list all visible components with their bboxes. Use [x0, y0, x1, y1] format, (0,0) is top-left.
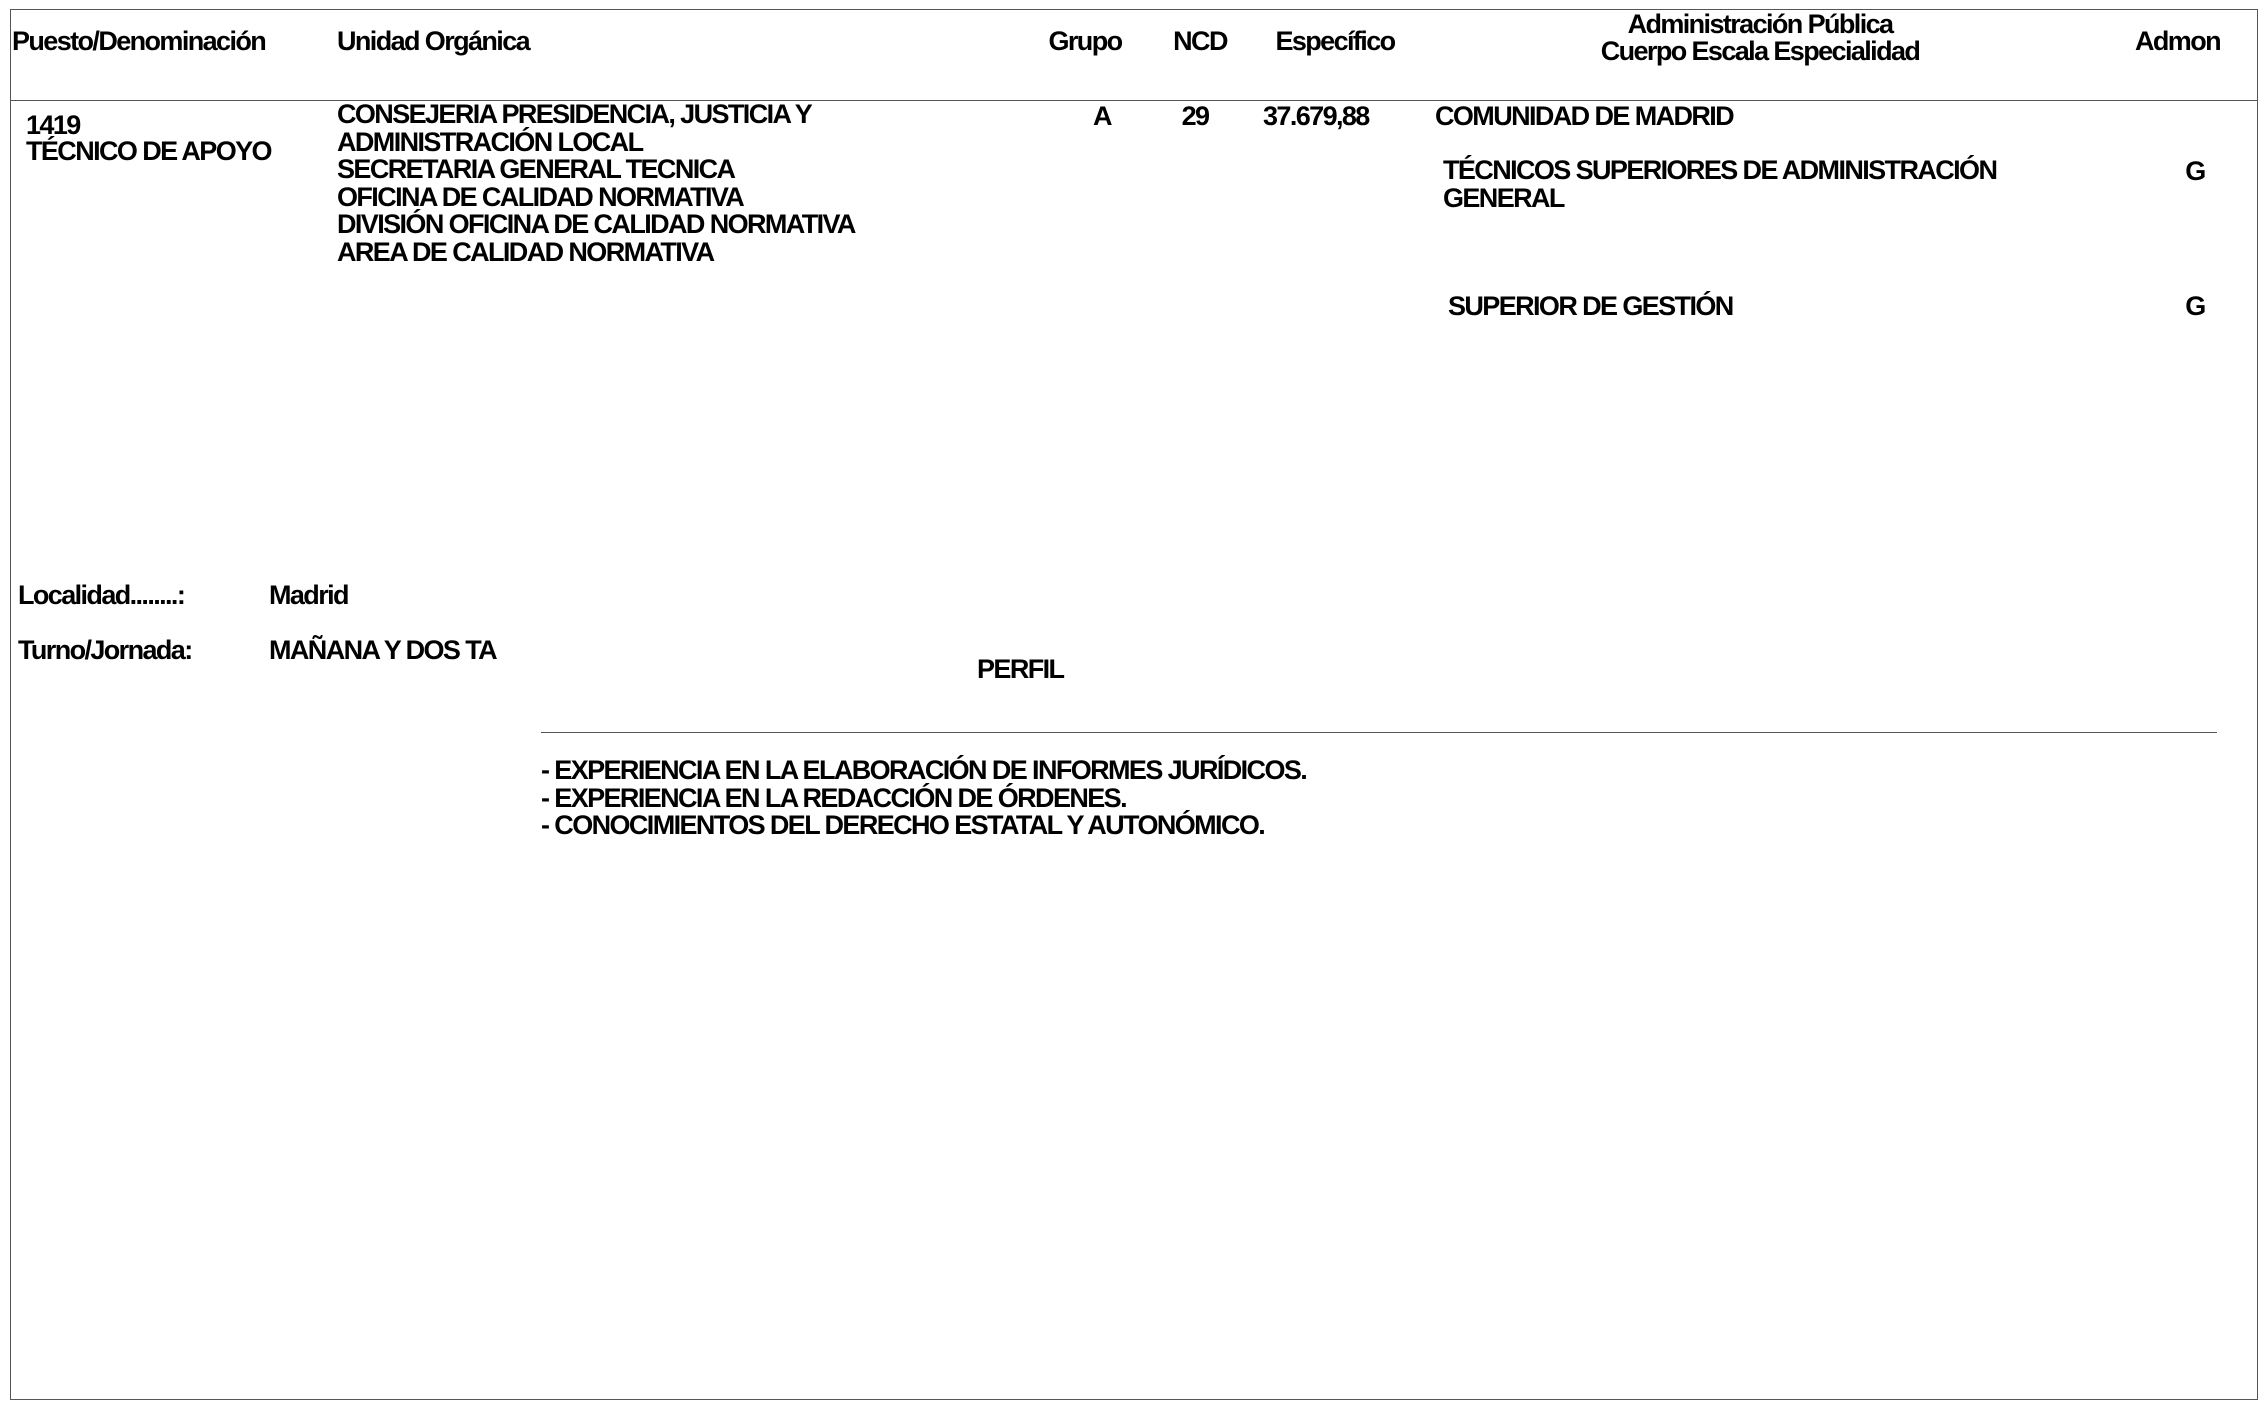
header-admin-line1: Administración Pública: [1627, 9, 1893, 39]
header-admin-line2: Cuerpo Escala Especialidad: [1600, 36, 1920, 66]
header-grupo: Grupo: [1048, 26, 1122, 56]
unidad-organica: [337, 101, 855, 266]
unidad-line: OFICINA DE CALIDAD NORMATIVA: [337, 181, 744, 212]
header-ncd: NCD: [1173, 26, 1227, 56]
puesto-denominacion: TÉCNICO DE APOYO: [26, 136, 271, 166]
cuerpo-line: GENERAL: [1443, 182, 1564, 213]
perfil-list: [541, 757, 1306, 840]
unidad-line: AREA DE CALIDAD NORMATIVA: [337, 236, 714, 267]
cuerpo-admon-value: G: [2185, 156, 2205, 186]
unidad-line: ADMINISTRACIÓN LOCAL: [337, 126, 643, 157]
perfil-title: PERFIL: [977, 654, 1064, 684]
administracion-value: COMUNIDAD DE MADRID: [1435, 101, 1734, 131]
header-unidad: Unidad Orgánica: [337, 26, 530, 56]
perfil-item: - EXPERIENCIA EN LA ELABORACIÓN DE INFORMES JURÍDICOS.: [541, 755, 1307, 785]
turno-value: MAÑANA Y DOS TA: [269, 635, 497, 665]
localidad-value: Madrid: [269, 580, 348, 610]
cuerpo-value: [1443, 157, 1996, 212]
unidad-line: SECRETARIA GENERAL TECNICA: [337, 154, 735, 184]
puesto-number: 1419: [26, 110, 80, 140]
grupo-value: A: [1093, 101, 1111, 131]
perfil-divider: [541, 732, 2217, 733]
escala-admon-value: G: [2185, 291, 2205, 321]
header-puesto: Puesto/Denominación: [12, 26, 266, 56]
turno-label: Turno/Jornada:: [18, 635, 192, 665]
unidad-line: DIVISIÓN OFICINA DE CALIDAD NORMATIVA: [337, 209, 855, 239]
localidad-label: Localidad........:: [18, 580, 185, 610]
escala-value: SUPERIOR DE GESTIÓN: [1448, 291, 1733, 321]
perfil-item: - EXPERIENCIA EN LA REDACCIÓN DE ÓRDENES.: [541, 782, 1126, 813]
unidad-line: CONSEJERIA PRESIDENCIA, JUSTICIA Y: [337, 99, 812, 129]
header-especifico: Específico: [1275, 26, 1395, 56]
perfil-item: - CONOCIMIENTOS DEL DERECHO ESTATAL Y AUTONÓMICO.: [541, 810, 1265, 840]
cuerpo-line: TÉCNICOS SUPERIORES DE ADMINISTRACIÓN: [1443, 155, 1997, 185]
header-admon: Admon: [2135, 26, 2220, 56]
ncd-value: 29: [1181, 101, 1209, 131]
especifico-value: 37.679,88: [1263, 101, 1369, 131]
